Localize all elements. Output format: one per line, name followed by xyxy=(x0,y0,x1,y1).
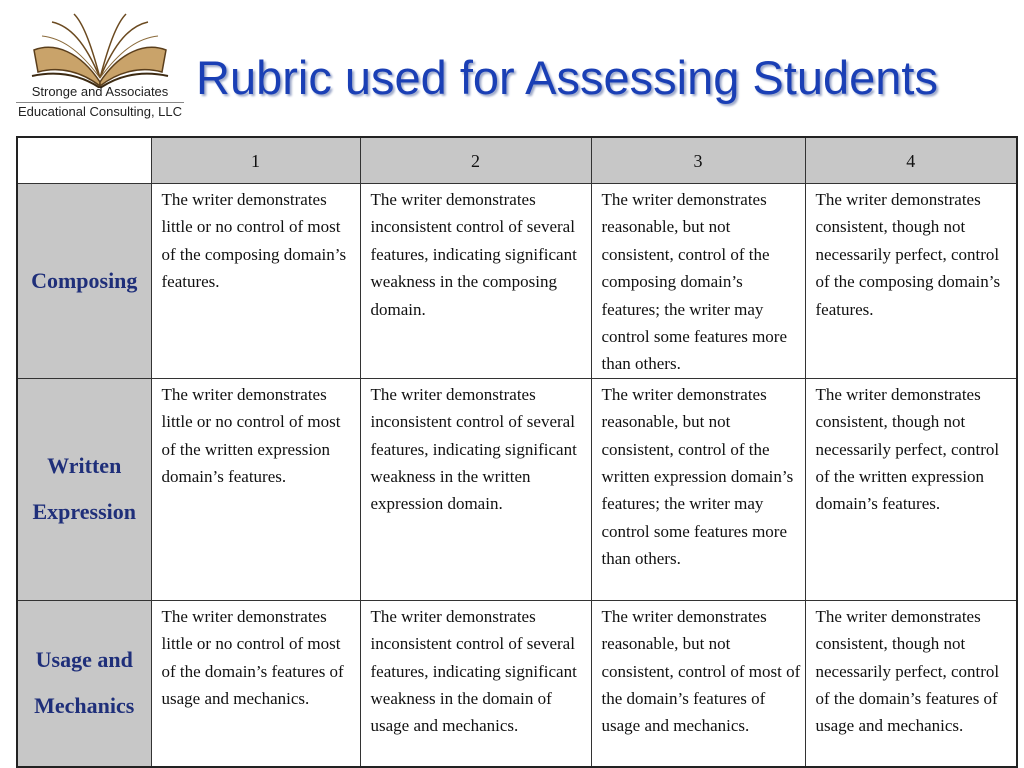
rubric-cell: The writer demonstrates reasonable, but not consistent, control of the composing domain’s features; the writer may control some features more than others. xyxy=(591,184,805,379)
rubric-cell: The writer demonstrates consistent, though not necessarily perfect, control of the composing domain’s features. xyxy=(805,184,1017,379)
logo-company-subtitle: Educational Consulting, LLC xyxy=(17,104,183,119)
rubric-cell: The writer demonstrates little or no control of most of the written expression domain’s features. xyxy=(151,378,360,600)
rubric-cell: The writer demonstrates inconsistent control of several features, indicating significant weakness in the written expression domain. xyxy=(360,378,591,600)
logo-divider xyxy=(16,102,184,103)
rubric-cell: The writer demonstrates little or no control of most of the composing domain’s features. xyxy=(151,184,360,379)
logo-company-name: Stronge and Associates xyxy=(31,84,169,99)
score-header-4: 4 xyxy=(805,137,1017,184)
rubric-row-composing xyxy=(17,184,1017,379)
rubric-cell: The writer demonstrates little or no control of most of the domain’s features of usage and mechanics. xyxy=(151,600,360,767)
slide-title: Rubric used for Assessing Students xyxy=(196,51,938,104)
rubric-cell: The writer demonstrates consistent, though not necessarily perfect, control of the written expression domain’s features. xyxy=(805,378,1017,600)
score-header-2: 2 xyxy=(360,137,591,184)
row-label-composing: Composing xyxy=(17,184,151,379)
rubric-table xyxy=(16,136,1018,768)
rubric-cell: The writer demonstrates reasonable, but not consistent, control of the written expression domain’s features; the writer may control some features more than others. xyxy=(591,378,805,600)
rubric-cell: The writer demonstrates consistent, though not necessarily perfect, control of the domain’s features of usage and mechanics. xyxy=(805,600,1017,767)
open-book-icon xyxy=(30,12,170,88)
score-header-1: 1 xyxy=(151,137,360,184)
row-label-usage-mechanics: Usage and Mechanics xyxy=(17,600,151,767)
score-header-3: 3 xyxy=(591,137,805,184)
rubric-row-written-expression xyxy=(17,378,1017,600)
rubric-cell: The writer demonstrates inconsistent control of several features, indicating significant weakness in the composing domain. xyxy=(360,184,591,379)
header-corner-cell xyxy=(17,137,151,184)
rubric-header-row xyxy=(17,137,1017,184)
rubric-cell: The writer demonstrates inconsistent control of several features, indicating significant weakness in the domain of usage and mechanics. xyxy=(360,600,591,767)
company-logo xyxy=(10,8,190,126)
row-label-written-expression: Written Expression xyxy=(17,378,151,600)
rubric-row-usage-mechanics xyxy=(17,600,1017,767)
rubric-cell: The writer demonstrates reasonable, but not consistent, control of most of the domain’s features of usage and mechanics. xyxy=(591,600,805,767)
